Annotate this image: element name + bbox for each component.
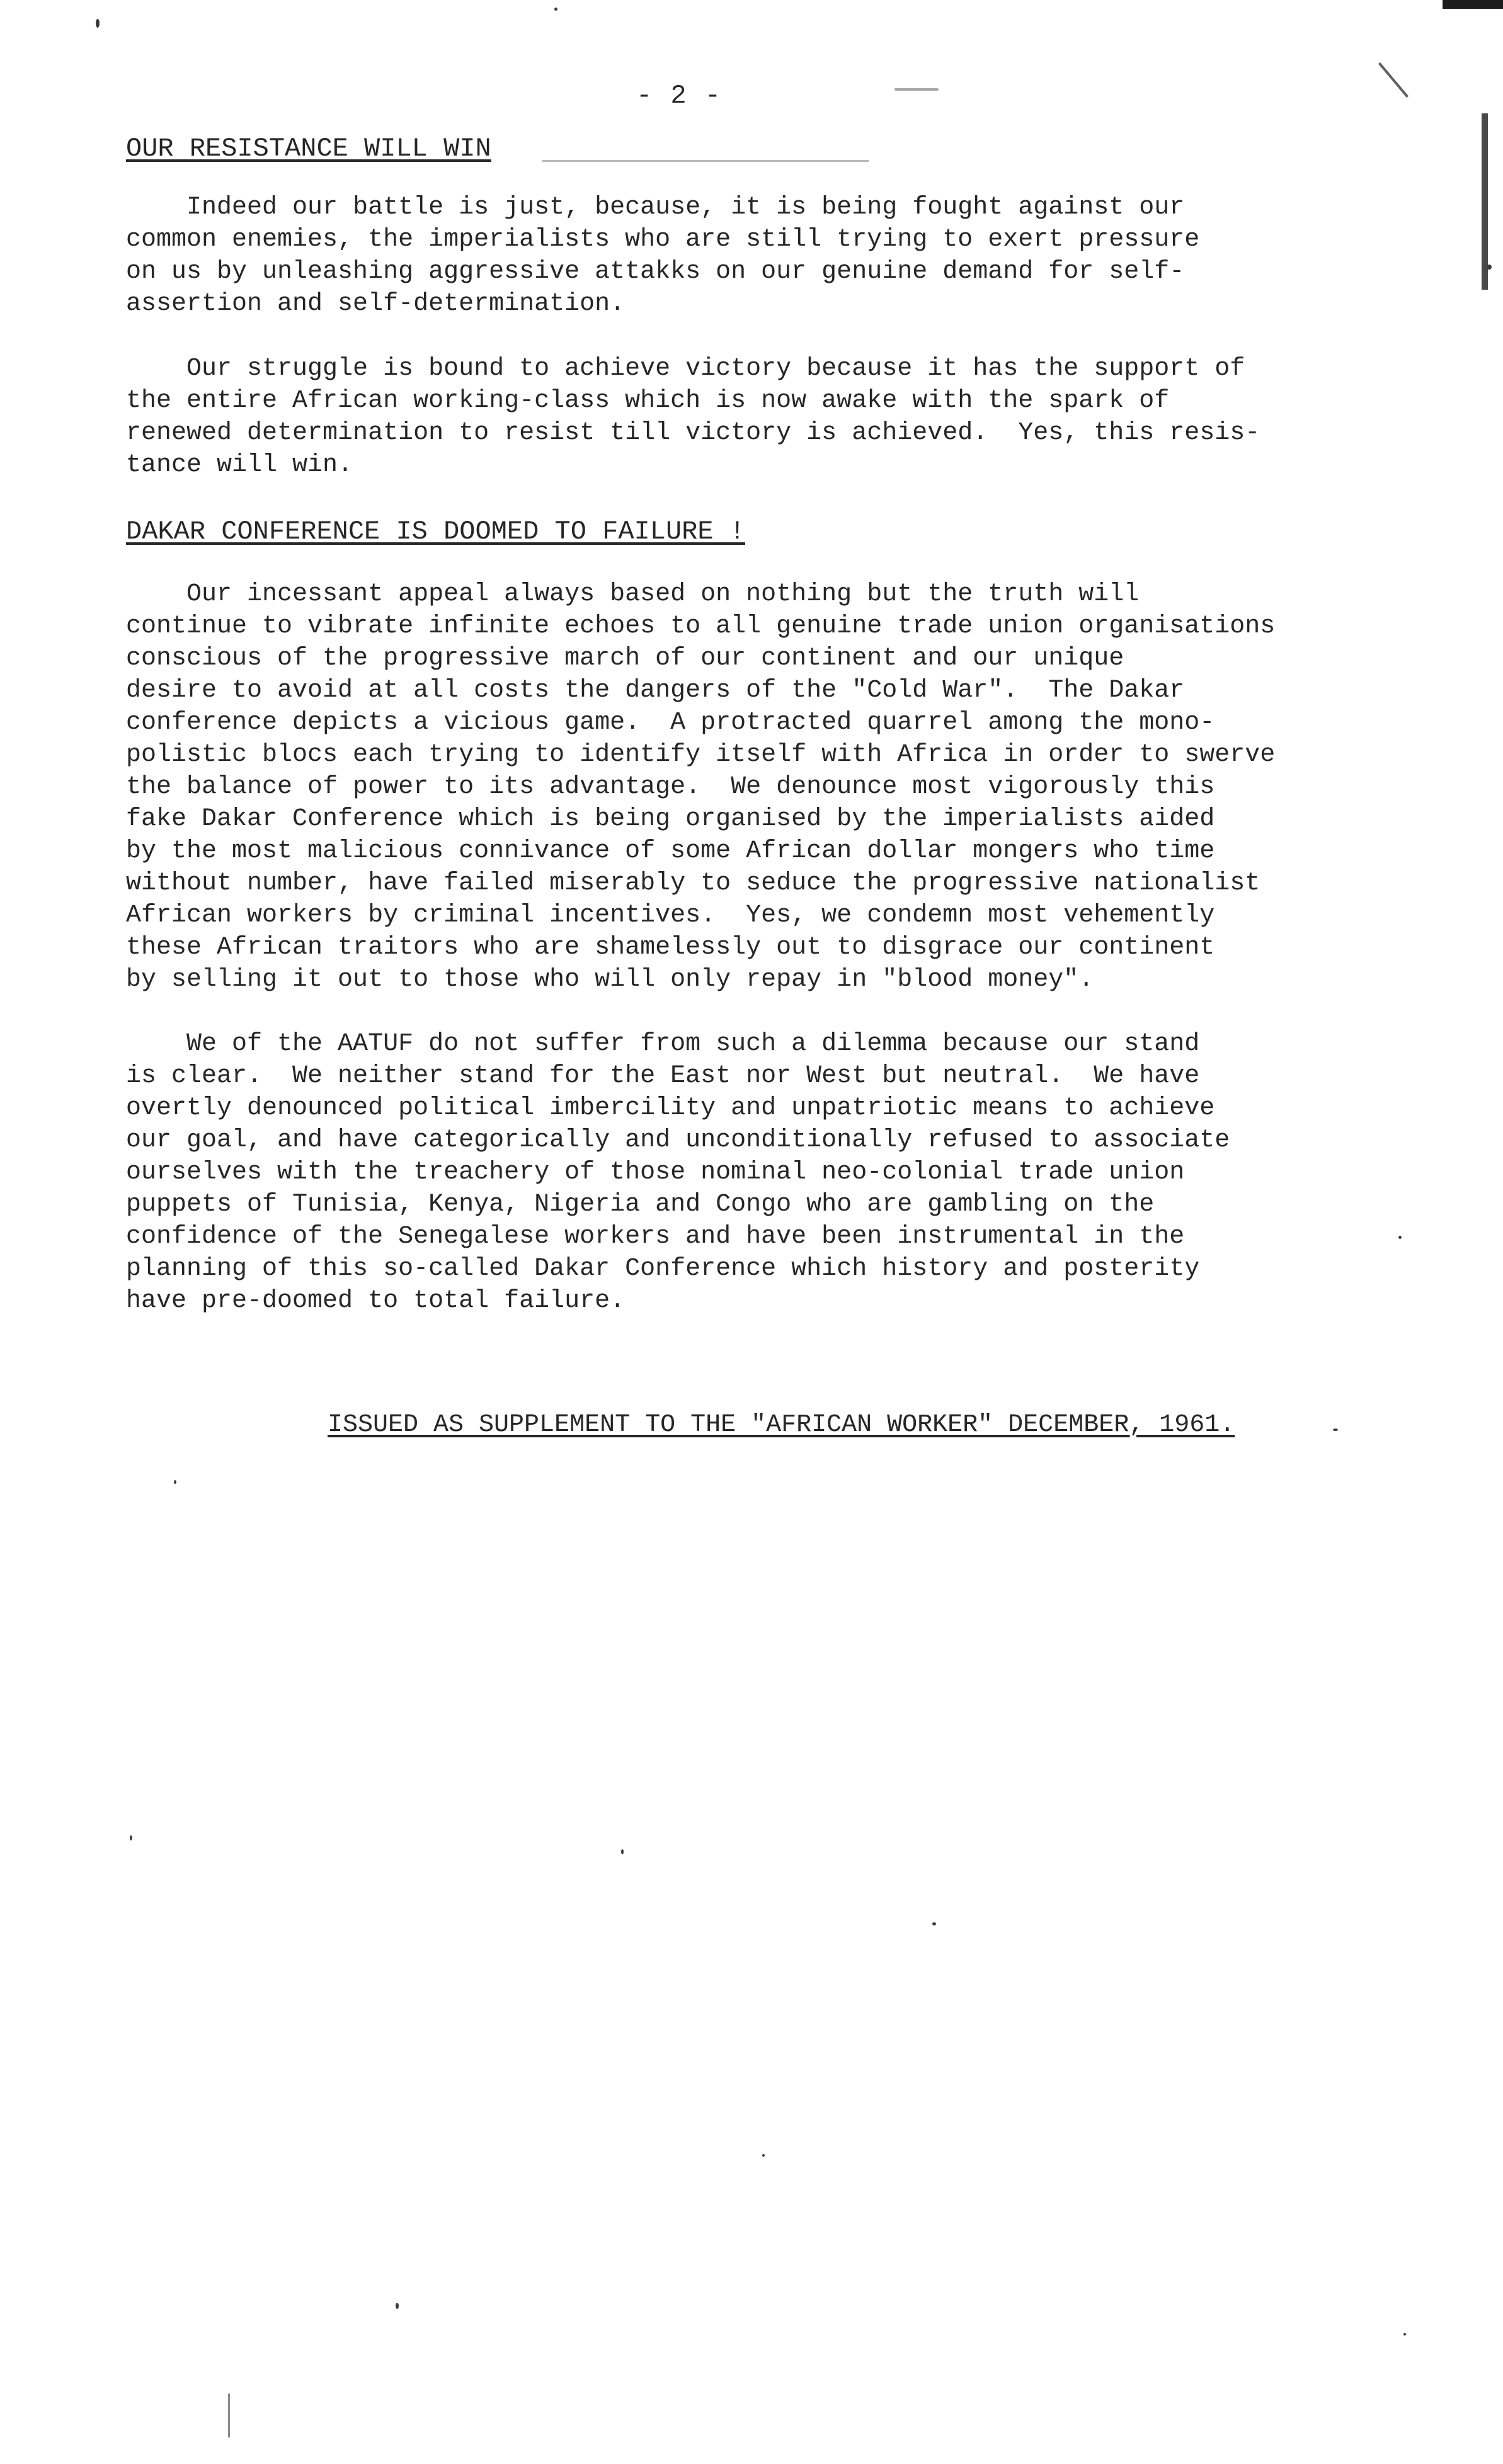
- scan-speck: [932, 1922, 936, 1925]
- text-line: African workers by criminal incentives. Yes, we condemn most vehemently: [126, 901, 1215, 930]
- scan-speck: [396, 2303, 399, 2309]
- section-heading-dakar: DAKAR CONFERENCE IS DOOMED TO FAILURE !: [126, 516, 745, 547]
- text-line: the entire African working-class which is now awake with the spark of: [126, 387, 1170, 415]
- scan-speck: [130, 1835, 132, 1840]
- scan-speck: [554, 8, 557, 11]
- text-line: is clear. We neither stand for the East nor West but neutral. We have: [126, 1062, 1200, 1090]
- text-line: overtly denounced political imbercility and unpatriotic means to achieve: [126, 1094, 1215, 1122]
- text-line: Indeed our battle is just, because, it is being fought against our: [126, 193, 1185, 222]
- text-line: We of the AATUF do not suffer from such a dilemma because our stand: [126, 1030, 1200, 1058]
- scan-speck: [1333, 1429, 1338, 1431]
- scan-speck: [621, 1849, 624, 1854]
- text-line: conscious of the progressive march of our continent and our unique: [126, 644, 1124, 673]
- scan-speck: [174, 1480, 176, 1484]
- scan-edge-mark: [1378, 62, 1409, 98]
- text-line: fake Dakar Conference which is being organised by the imperialists aided: [126, 805, 1215, 833]
- paragraph-incessant-appeal: [126, 578, 1411, 996]
- scan-speck: [1403, 2333, 1406, 2336]
- text-line: confidence of the Senegalese workers and have been instrumental in the: [126, 1223, 1185, 1251]
- paragraph-aatuf-stand: [126, 1028, 1411, 1317]
- paragraph-battle-just: [126, 191, 1411, 320]
- text-line: conference depicts a vicious game. A protracted quarrel among the mono-: [126, 709, 1215, 737]
- page-number: - 2 -: [636, 81, 723, 111]
- text-line: tance will win.: [126, 451, 353, 479]
- scan-speck: [1398, 1236, 1402, 1239]
- text-line: renewed determination to resist till victory is achieved. Yes, this resis-: [126, 419, 1260, 447]
- text-line: continue to vibrate infinite echoes to all genuine trade union organisations: [126, 612, 1276, 641]
- text-line: the balance of power to its advantage. We denounce most vigorously this: [126, 773, 1215, 801]
- text-line: have pre-doomed to total failure.: [126, 1287, 626, 1315]
- text-line: these African traitors who are shamelessly out to disgrace our continent: [126, 933, 1215, 962]
- text-line: common enemies, the imperialists who are still trying to exert pressure: [126, 225, 1200, 254]
- text-line: Our incessant appeal always based on nothing but the truth will: [126, 580, 1140, 608]
- text-line: by selling it out to those who will only repay in "blood money".: [126, 966, 1094, 994]
- text-line: planning of this so-called Dakar Conference which history and posterity: [126, 1255, 1200, 1283]
- scan-speck: [1487, 265, 1492, 270]
- text-line: Our struggle is bound to achieve victory because it has the support of: [126, 355, 1245, 383]
- text-line: ourselves with the treachery of those nominal neo-colonial trade union: [126, 1158, 1185, 1187]
- supplement-footer: ISSUED AS SUPPLEMENT TO THE "AFRICAN WORKER" DECEMBER, 1961.: [328, 1411, 1235, 1439]
- paragraph-struggle-victory: [126, 353, 1411, 481]
- scan-speck: [542, 160, 869, 162]
- scan-edge-mark: [1482, 113, 1488, 290]
- text-line: desire to avoid at all costs the dangers of the "Cold War". The Dakar: [126, 676, 1185, 705]
- text-line: assertion and self-determination.: [126, 290, 626, 318]
- text-line: polistic blocs each trying to identify itself with Africa in order to swerve: [126, 741, 1276, 769]
- scan-speck: [894, 88, 939, 91]
- scan-speck: [96, 19, 100, 28]
- text-line: puppets of Tunisia, Kenya, Nigeria and Congo who are gambling on the: [126, 1190, 1155, 1219]
- scan-speck: [762, 2154, 765, 2157]
- text-line: on us by unleashing aggressive attakks on our genuine demand for self-: [126, 258, 1185, 286]
- text-line: without number, have failed miserably to seduce the progressive nationalist: [126, 869, 1260, 898]
- text-line: our goal, and have categorically and unconditionally refused to associate: [126, 1126, 1230, 1155]
- text-line: by the most malicious connivance of some African dollar mongers who time: [126, 837, 1215, 865]
- section-heading-resistance: OUR RESISTANCE WILL WIN: [126, 134, 491, 164]
- scan-speck: [228, 2393, 230, 2438]
- scan-edge-mark: [1443, 0, 1503, 9]
